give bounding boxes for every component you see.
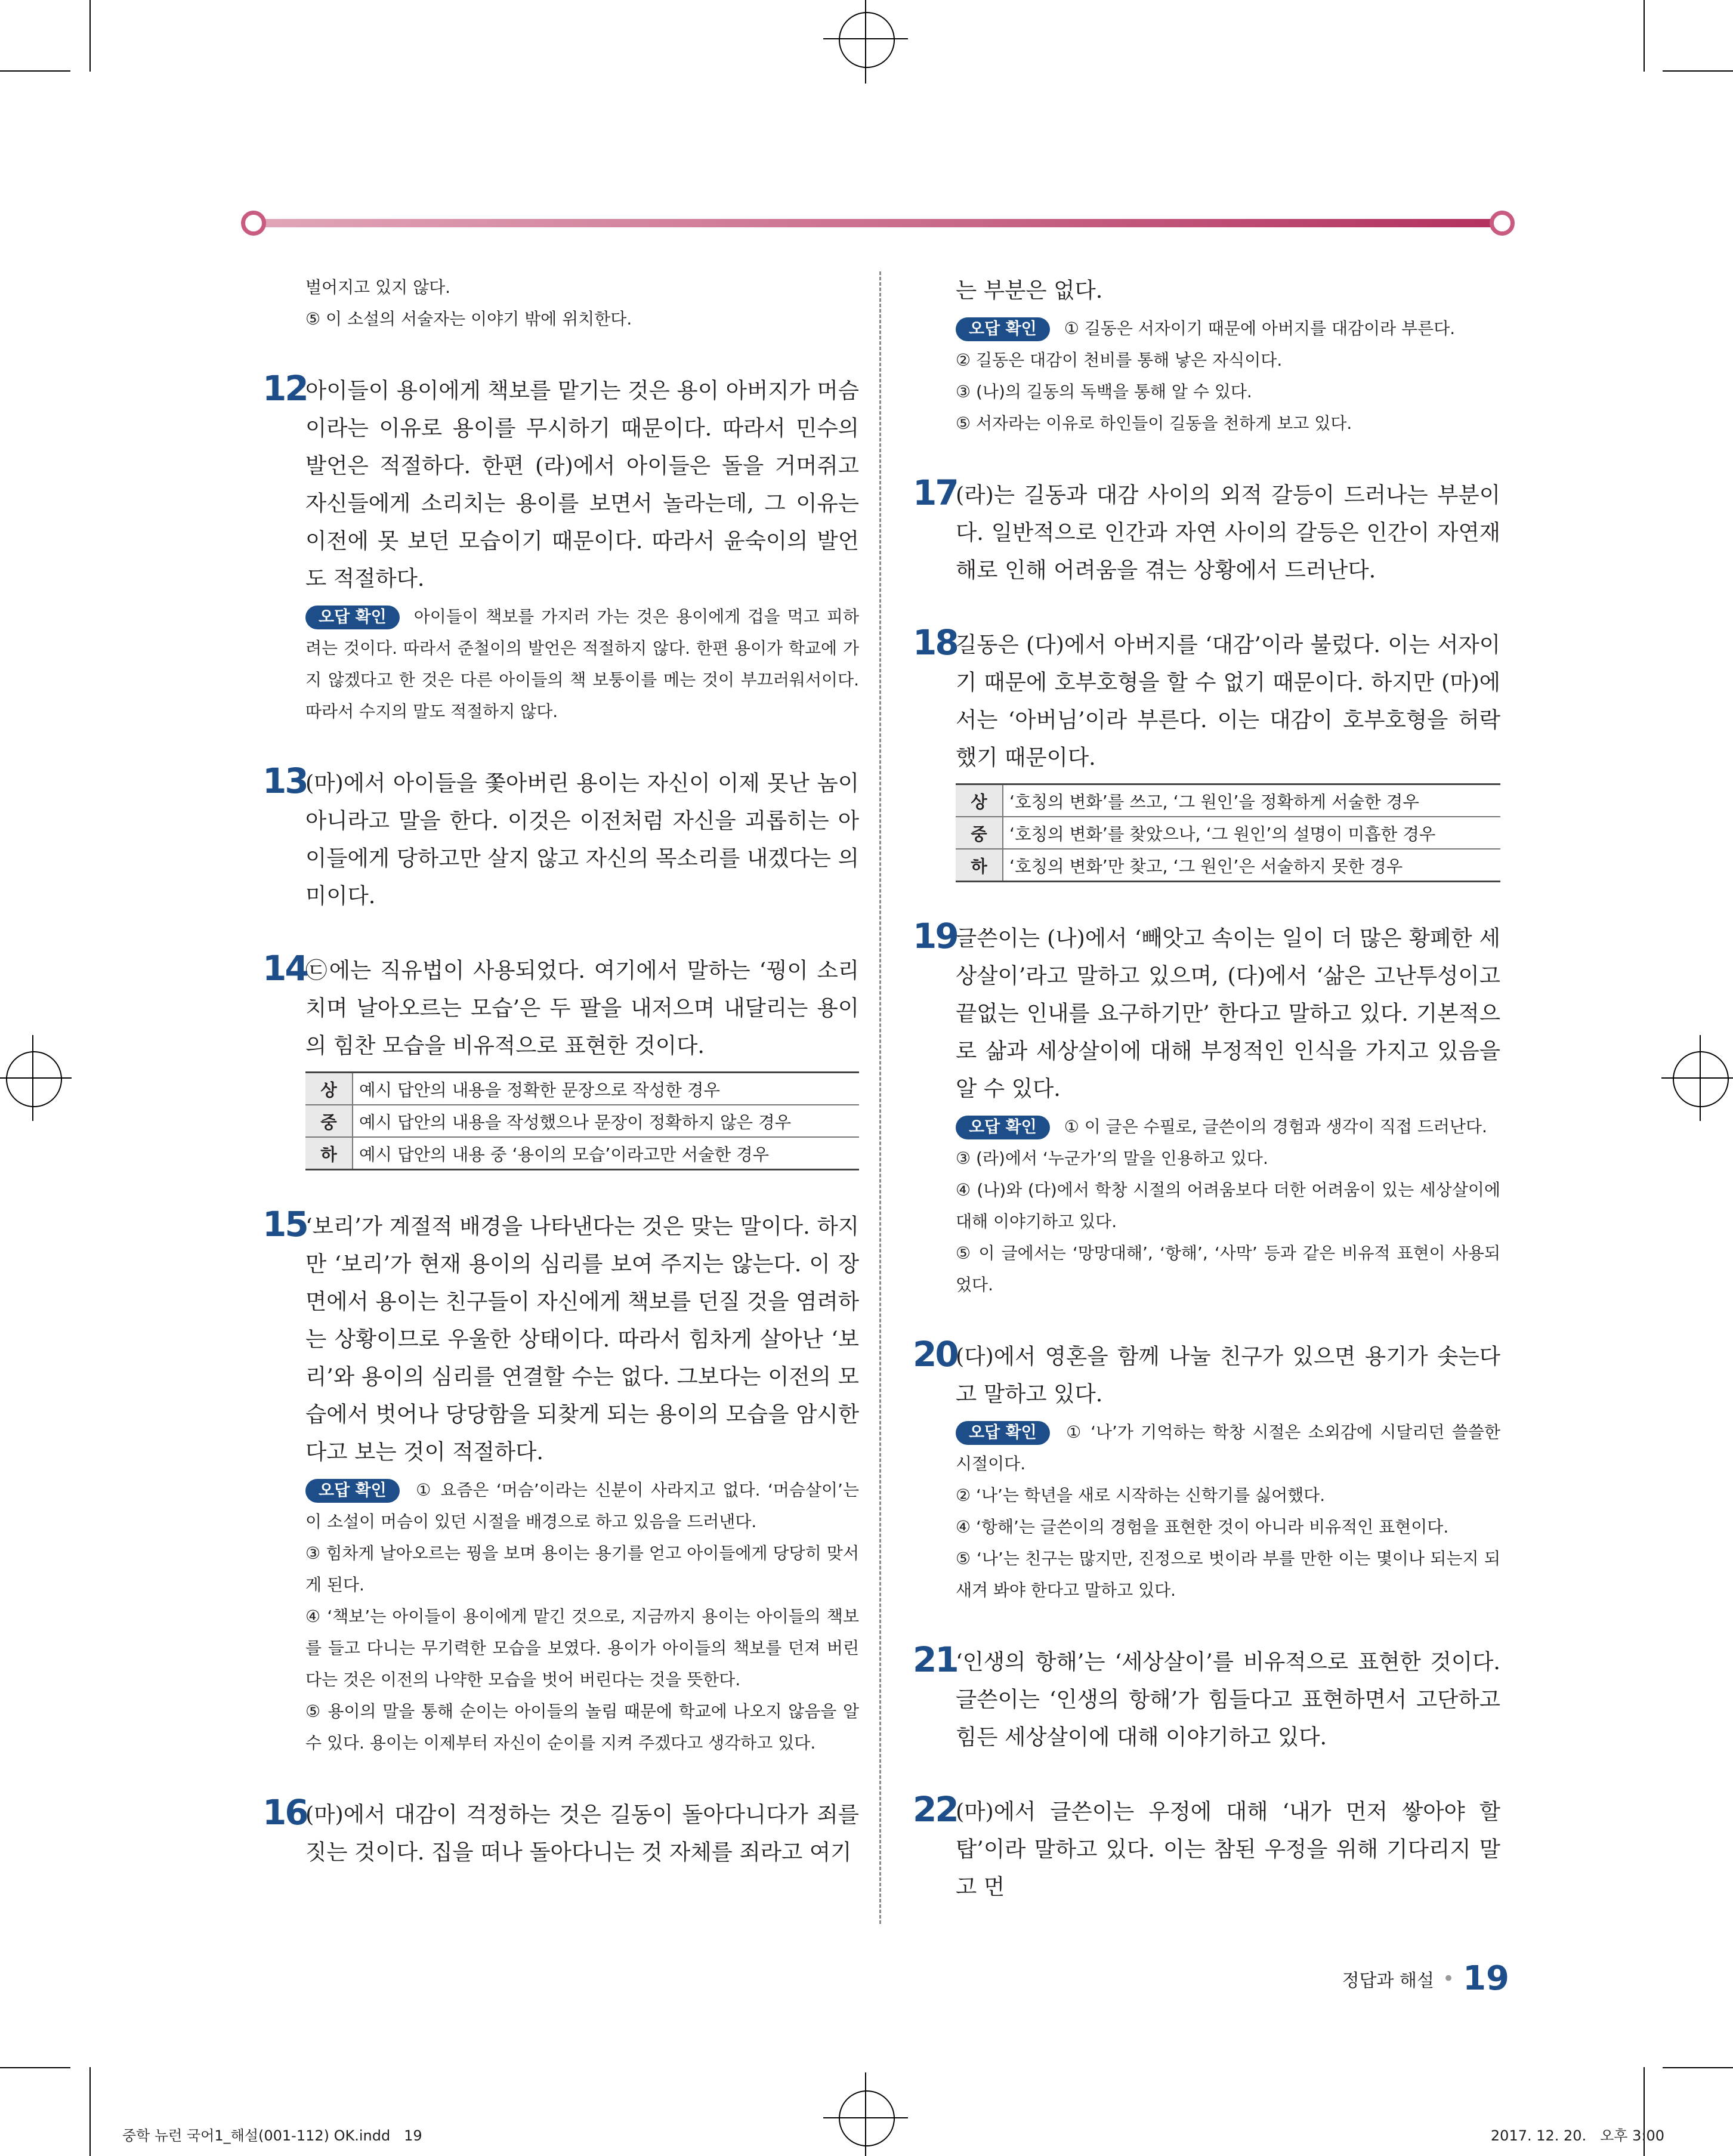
answer-text: (마)에서 아이들을 쫓아버린 용이는 자신이 이제 못난 놈이 아니라고 말을 한다. 이것은 이전처럼 자신을 괴롭히는 아이들에게 당하고만 살지 않고 자신의 목소리를 내겠다는 의미이다. xyxy=(305,770,859,909)
section-label: 정답과 해설 xyxy=(1342,1970,1434,1991)
answer-text: (마)에서 대감이 걱정하는 것은 길동이 돌아다니다가 죄를 짓는 것이다. 집을 떠나 돌아다니는 것 자체를 죄라고 여기 xyxy=(305,1802,859,1865)
intro-line: 벌어지고 있지 않다. xyxy=(305,277,451,297)
registration-mark xyxy=(1673,1051,1729,1107)
question-number: 18 xyxy=(913,622,957,663)
right-column xyxy=(913,271,1500,1905)
rubric-desc: ‘호칭의 변화’를 쓰고, ‘그 원인’을 정확하게 서술한 경우 xyxy=(1003,784,1500,817)
note-text: ⑤ 용이의 말을 통해 순이는 아이들의 놀림 때문에 학교에 나오지 않음을 알 수 있다. 용이는 이제부터 자신이 순이를 지켜 주겠다고 생각하고 있다. xyxy=(305,1701,859,1753)
slug-timestamp: 2017. 12. 20. 오후 3:00 xyxy=(1490,2127,1664,2144)
note-text: ① 길동은 서자이기 때문에 아버지를 대감이라 부른다. xyxy=(1064,319,1456,338)
note-text: 아이들이 책보를 가지러 가는 것은 용이에게 겁을 먹고 피하려는 것이다. 따라서 준철이의 발언은 적절하지 않다. 한편 용이가 학교에 가지 않겠다고 한 것은 다른 아이들의 책 보퉁이를 메는 것이 부끄러워서이다. 따라서 수지의 말도 적절하지 않다. xyxy=(305,607,859,721)
left-column xyxy=(262,271,859,1871)
crop-mark xyxy=(89,0,91,72)
wrong-answer-badge: 오답 확인 xyxy=(305,1479,400,1503)
page-number: 19 xyxy=(1463,1959,1509,1998)
registration-mark xyxy=(6,1051,62,1107)
note-text: ② ‘나’는 학년을 새로 시작하는 신학기를 싫어했다. xyxy=(956,1485,1326,1505)
question-12 xyxy=(262,368,859,727)
question-number: 17 xyxy=(913,472,957,513)
intro-continuation xyxy=(262,271,859,335)
registration-mark xyxy=(839,2090,895,2146)
note-text: ④ ‘책보’는 아이들이 용이에게 맡긴 것으로, 지금까지 용이는 아이들의 책보를 들고 다니는 무기력한 모습을 보였다. 용이가 아이들의 책보를 던져 버린다는 것은 이전의 나약한 모습을 벗어 버린다는 것을 뜻한다. xyxy=(305,1607,859,1689)
rubric-level: 중 xyxy=(305,1105,353,1137)
column-divider xyxy=(879,271,881,1924)
note-text: ③ 힘차게 날아오르는 꿩을 보며 용이는 용기를 얻고 아이들에게 당당히 맞서게 된다. xyxy=(305,1543,859,1595)
question-18 xyxy=(913,622,1500,882)
crop-mark xyxy=(89,2067,91,2156)
answer-text: 글쓴이는 (나)에서 ‘빼앗고 속이는 일이 더 많은 황폐한 세상살이’라고 말하고 있으며, (다)에서 ‘삶은 고난투성이고 끝없는 인내를 요구하기만’ 한다고 말하고 있다. 기본적으로 삶과 세상살이에 대해 부정적인 인식을 가지고 있음을 알 수 있다. xyxy=(956,925,1500,1101)
wrong-answer-note xyxy=(305,1474,859,1759)
answer-text: ‘인생의 항해’는 ‘세상살이’를 비유적으로 표현한 것이다. 글쓴이는 ‘인생의 항해’가 힘들다고 표현하면서 고단하고 힘든 세상살이에 대해 이야기하고 있다. xyxy=(956,1649,1500,1750)
question-number: 20 xyxy=(913,1334,957,1374)
question-number: 21 xyxy=(913,1639,957,1680)
registration-mark xyxy=(823,38,908,39)
answer-text: ‘보리’가 계절적 배경을 나타낸다는 것은 맞는 말이다. 하지만 ‘보리’가 현재 용이의 심리를 보여 주지는 않는다. 이 장면에서 용이는 친구들이 자신에게 책보를 던질 것을 염려하는 상황이므로 우울한 상태이다. 따라서 힘차게 살아난 ‘보리’와 용이의 심리를 연결할 수는 없다. 그보다는 이전의 모습에서 벗어나 당당함을 되찾게 되는 용이의 모습을 암시한다고 보는 것이 적절하다. xyxy=(305,1213,859,1465)
rubric-level: 중 xyxy=(956,817,1003,849)
answer-text: 길동은 (다)에서 아버지를 ‘대감’이라 불렀다. 이는 서자이기 때문에 호부호형을 할 수 없기 때문이다. 하지만 (마)에서는 ‘아버님’이라 부른다. 이는 대감이 호부호형을 허락했기 때문이다. xyxy=(956,632,1500,770)
question-20 xyxy=(913,1334,1500,1606)
registration-mark xyxy=(865,0,866,84)
question-number: 13 xyxy=(262,761,307,801)
question-number: 15 xyxy=(262,1204,307,1244)
question-22 xyxy=(913,1789,1500,1905)
answer-text: (라)는 길동과 대감 사이의 외적 갈등이 드러나는 부분이다. 일반적으로 인간과 자연 사이의 갈등은 인간이 자연재해로 인해 어려움을 겪는 상황에서 드러난다. xyxy=(956,482,1500,583)
wrong-answer-badge: 오답 확인 xyxy=(956,1116,1050,1139)
scoring-rubric xyxy=(956,783,1500,882)
rubric-level: 하 xyxy=(956,849,1003,882)
note-text: ① 요즘은 ‘머슴’이라는 신분이 사라지고 없다. ‘머슴살이’는 이 소설이 머슴이 있던 시절을 배경으로 하고 있음을 드러낸다. xyxy=(305,1480,859,1531)
note-text: ④ ‘항해’는 글쓴이의 경험을 표현한 것이 아니라 비유적인 표현이다. xyxy=(956,1517,1449,1537)
note-text: ① 이 글은 수필로, 글쓴이의 경험과 생각이 직접 드러난다. xyxy=(1064,1117,1487,1136)
rubric-row xyxy=(956,784,1500,817)
crop-mark xyxy=(1663,2067,1733,2068)
registration-mark xyxy=(823,2117,908,2118)
rubric-desc: 예시 답안의 내용을 정확한 문장으로 작성한 경우 xyxy=(353,1073,859,1105)
header-bar-right-dot xyxy=(1490,211,1515,236)
rubric-desc: 예시 답안의 내용을 작성했으나 문장이 정확하지 않은 경우 xyxy=(353,1105,859,1137)
wrong-answer-note xyxy=(956,1111,1500,1301)
answer-text: (마)에서 글쓴이는 우정에 대해 ‘내가 먼저 쌓아야 할 탑’이라 말하고 있다. 이는 참된 우정을 위해 기다리지 말고 먼 xyxy=(956,1799,1500,1899)
rubric-desc: 예시 답안의 내용 중 ‘용이의 모습’이라고만 서술한 경우 xyxy=(353,1137,859,1170)
note-text: ① ‘나’가 기억하는 학창 시절은 소외감에 시달리던 쓸쓸한 시절이다. xyxy=(956,1422,1500,1474)
header-bar xyxy=(251,219,1505,227)
slug-file-info: 중학 뉴런 국어1_해설(001-112) OK.indd 19 xyxy=(122,2127,422,2144)
rubric-row xyxy=(305,1137,859,1170)
rubric-level: 상 xyxy=(305,1073,353,1105)
q16-continuation xyxy=(913,271,1500,439)
rubric-row xyxy=(305,1073,859,1105)
registration-mark xyxy=(865,2072,866,2156)
question-15 xyxy=(262,1204,859,1759)
rubric-desc: ‘호칭의 변화’를 찾았으나, ‘그 원인’의 설명이 미흡한 경우 xyxy=(1003,817,1500,849)
note-text: ⑤ ‘나’는 친구는 많지만, 진정으로 벗이라 부를 만한 이는 몇이나 되는지 되새겨 봐야 한다고 말하고 있다. xyxy=(956,1549,1500,1600)
rubric-row xyxy=(956,817,1500,849)
registration-mark xyxy=(839,12,895,68)
scoring-rubric xyxy=(305,1071,859,1170)
question-17 xyxy=(913,472,1500,589)
note-text: ④ (나)와 (다)에서 학창 시절의 어려움보다 더한 어려움이 있는 세상살이에 대해 이야기하고 있다. xyxy=(956,1180,1500,1231)
question-number: 22 xyxy=(913,1789,957,1830)
question-14 xyxy=(262,948,859,1170)
footer-bullet: • xyxy=(1442,1966,1455,1991)
wrong-answer-badge: 오답 확인 xyxy=(305,606,400,629)
answer-text: 아이들이 용이에게 책보를 맡기는 것은 용이 아버지가 머슴이라는 이유로 용이를 무시하기 때문이다. 따라서 민수의 발언은 적절하다. 한편 (라)에서 아이들은 돌을 거머쥐고 자신들에게 소리치는 용이를 보면서 놀라는데, 그 이유는 이전에 못 보던 모습이기 때문이다. 따라서 윤숙이의 발언도 적절하다. xyxy=(305,378,859,591)
intro-line: ⑤ 이 소설의 서술자는 이야기 밖에 위치한다. xyxy=(305,309,632,329)
question-number: 12 xyxy=(262,368,307,409)
note-text: ⑤ 서자라는 이유로 하인들이 길동을 천하게 보고 있다. xyxy=(956,413,1352,433)
note-text: ② 길동은 대감이 천비를 통해 낳은 자식이다. xyxy=(956,350,1283,370)
wrong-answer-note xyxy=(305,601,859,727)
rubric-row xyxy=(956,849,1500,882)
wrong-answer-badge: 오답 확인 xyxy=(956,1421,1050,1445)
note-text: ⑤ 이 글에서는 ‘망망대해’, ‘항해’, ‘사막’ 등과 같은 비유적 표현이 사용되었다. xyxy=(956,1243,1500,1295)
rubric-desc: ‘호칭의 변화’만 찾고, ‘그 원인’은 서술하지 못한 경우 xyxy=(1003,849,1500,882)
registration-mark xyxy=(1661,1077,1733,1079)
question-13 xyxy=(262,761,859,915)
question-16 xyxy=(262,1792,859,1871)
wrong-answer-note xyxy=(956,313,1500,439)
header-bar-left-dot xyxy=(241,211,266,236)
rubric-level: 하 xyxy=(305,1137,353,1170)
registration-mark xyxy=(0,1077,72,1079)
crop-mark xyxy=(1663,70,1733,72)
question-number: 16 xyxy=(262,1792,307,1833)
question-21 xyxy=(913,1639,1500,1756)
rubric-row xyxy=(305,1105,859,1137)
crop-mark xyxy=(0,2067,70,2068)
answer-text-continuation: 는 부분은 없다. xyxy=(956,277,1103,303)
rubric-level: 상 xyxy=(956,784,1003,817)
question-19 xyxy=(913,916,1500,1301)
page-footer xyxy=(1342,1959,1509,1998)
registration-mark xyxy=(32,1035,33,1121)
crop-mark xyxy=(1644,0,1645,72)
answer-text: ㉢에는 직유법이 사용되었다. 여기에서 말하는 ‘꿩이 소리치며 날아오르는 모습’은 두 팔을 내저으며 내달리는 용이의 힘찬 모습을 비유적으로 표현한 것이다. xyxy=(305,957,859,1058)
wrong-answer-badge: 오답 확인 xyxy=(956,317,1050,341)
question-number: 14 xyxy=(262,948,307,989)
note-text: ③ (나)의 길동의 독백을 통해 알 수 있다. xyxy=(956,382,1252,401)
note-text: ③ (라)에서 ‘누군가’의 말을 인용하고 있다. xyxy=(956,1148,1268,1168)
question-number: 19 xyxy=(913,916,957,956)
answer-text: (다)에서 영혼을 함께 나눌 친구가 있으면 용기가 솟는다고 말하고 있다. xyxy=(956,1343,1500,1407)
crop-mark xyxy=(0,70,70,72)
wrong-answer-note xyxy=(956,1416,1500,1606)
registration-mark xyxy=(1700,1035,1701,1121)
